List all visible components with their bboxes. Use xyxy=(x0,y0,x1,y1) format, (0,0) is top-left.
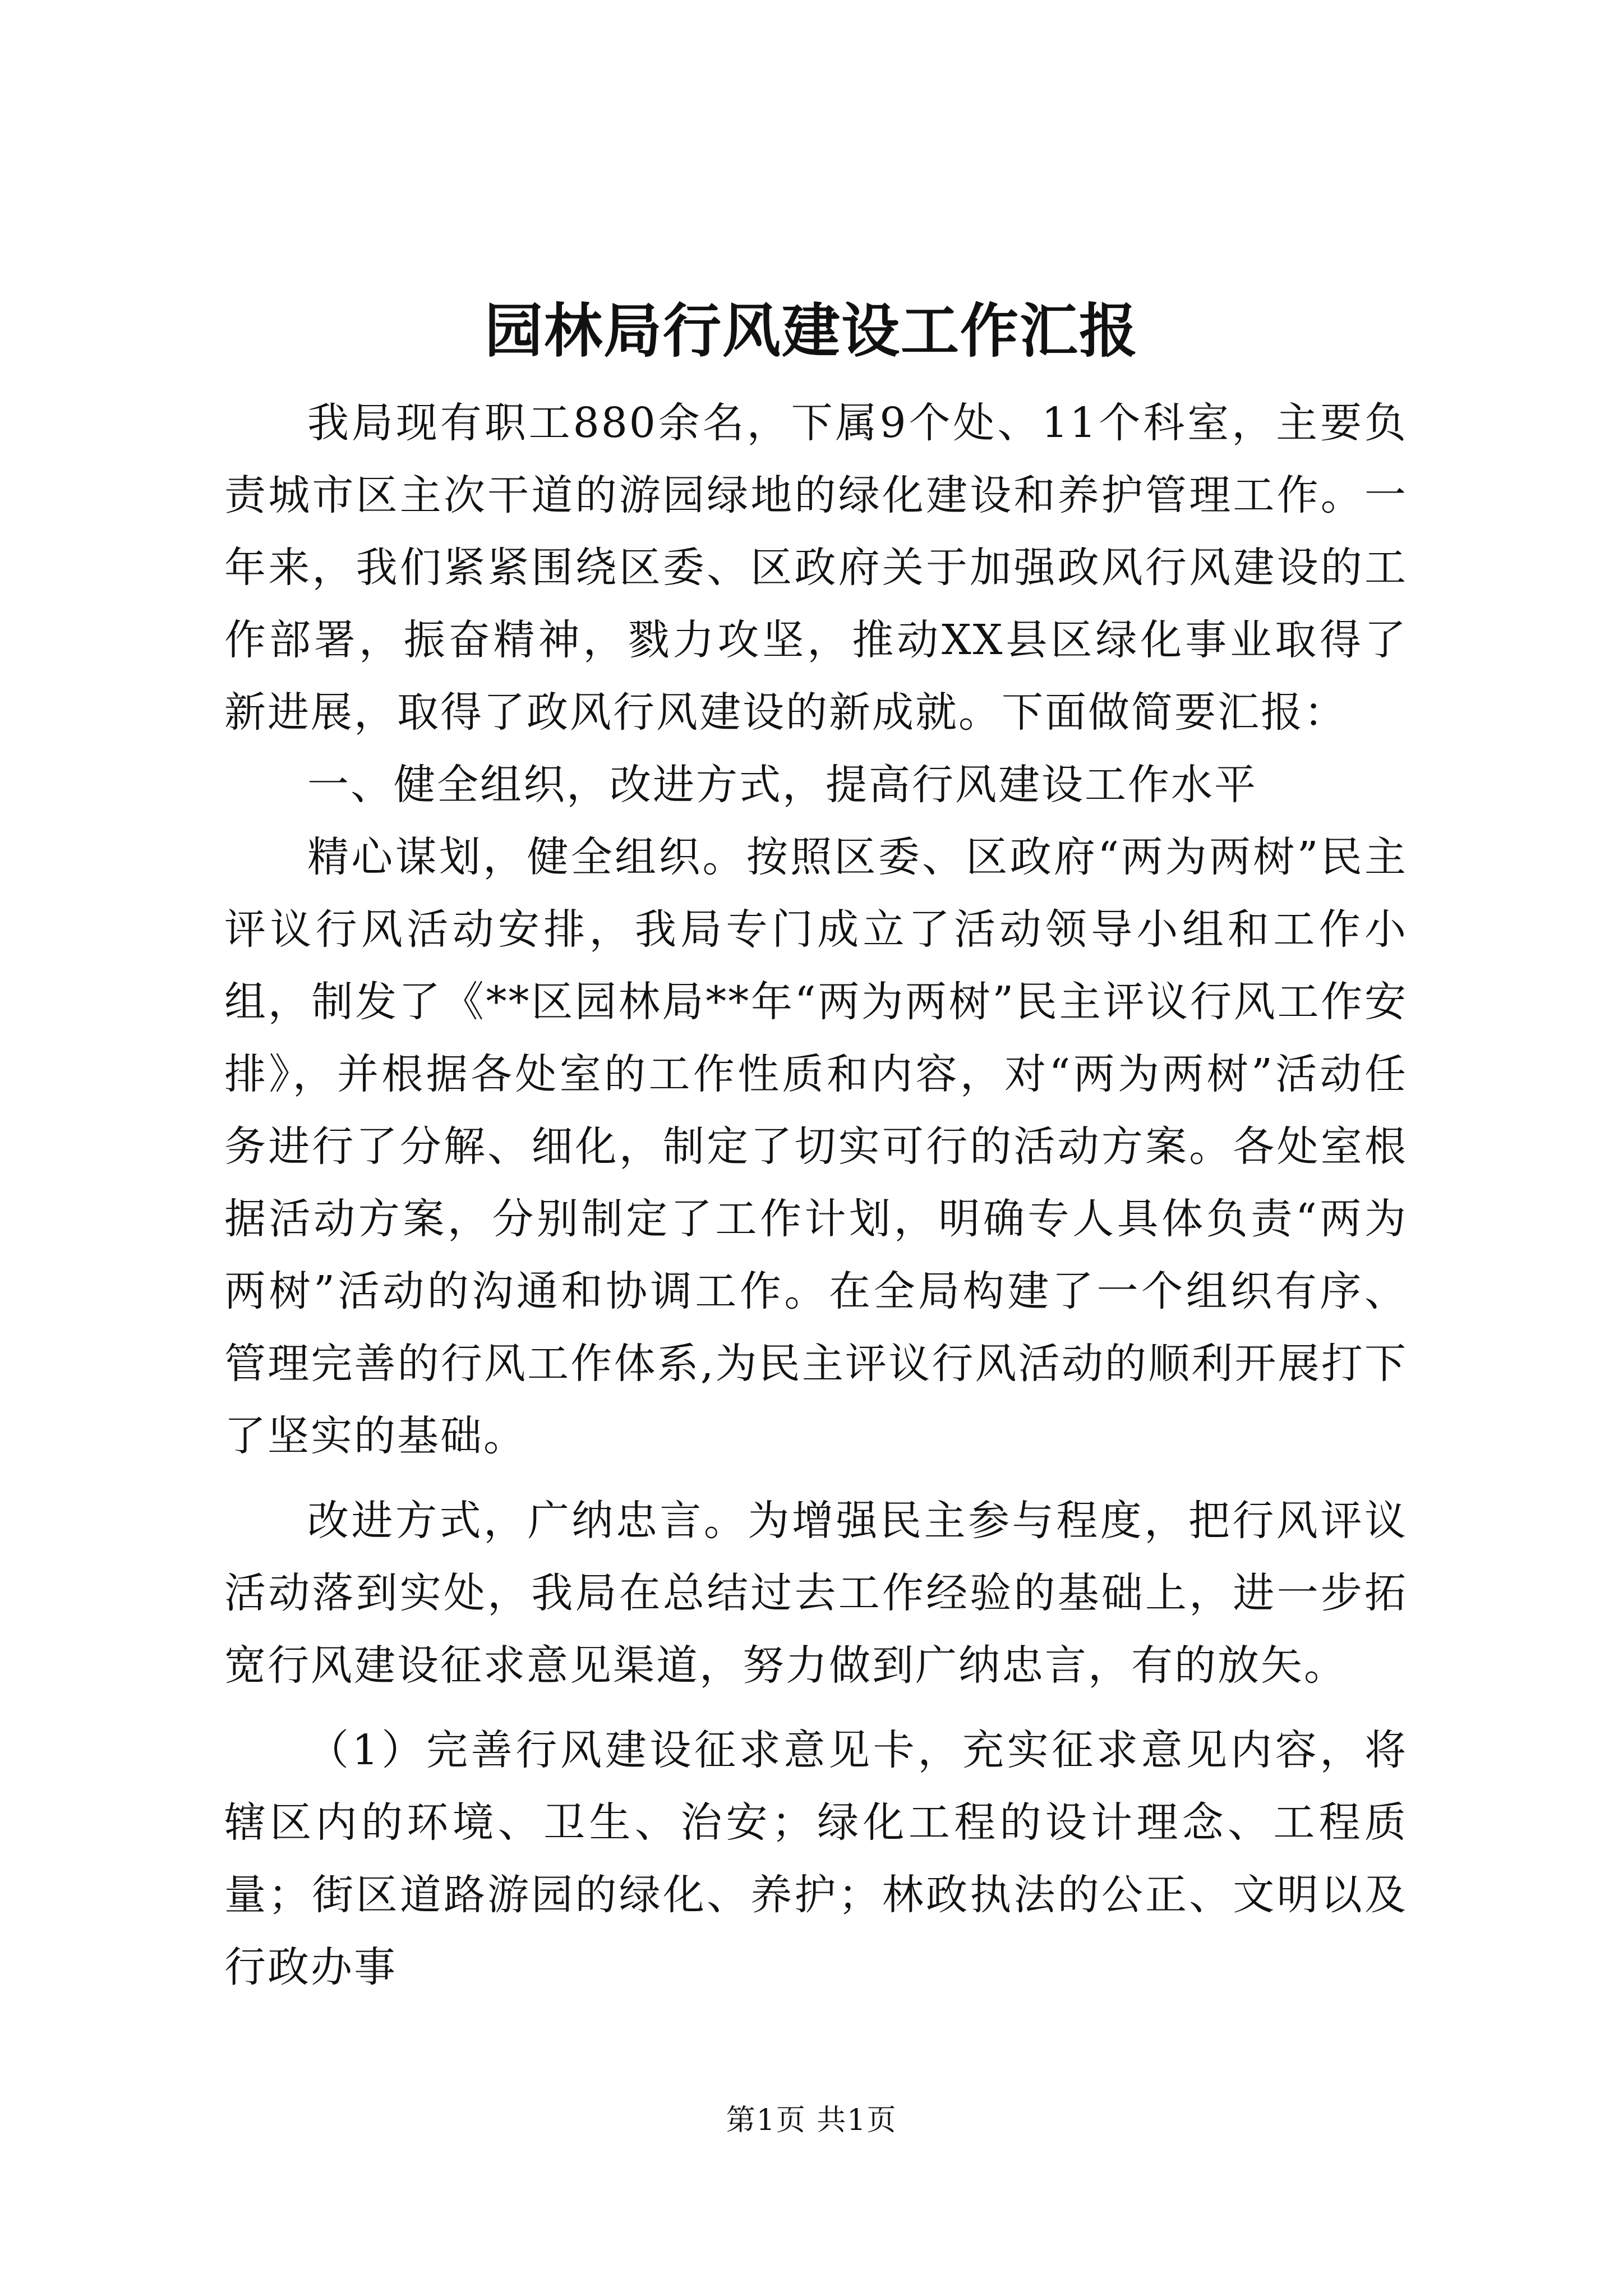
document-title: 园林局行风建设工作汇报 xyxy=(484,296,1138,365)
paragraph-organization: 精心谋划，健全组织。按照区委、区政府“两为两树”民主评议行风活动安排，我局专门成立了活动领导小组和工作小组，制发了《**区园林局**年“两为两树”民主评议行风工作安排》，并根据各处室的工作性质和内容，对“两为两树”活动任务进行了分解、细化，制定了切实可行的活动方案。各处室根据活动方案，分别制定了工作计划，明确专人具体负责“两为两树”活动的沟通和协调工作。在全局构建了一个组织有序、管理完善的行风工作体系,为民主评议行风活动的顺利开展打下了坚实的基础。 xyxy=(224,833,1408,1460)
paragraph-intro: 我局现有职工880余名，下属9个处、11个科室，主要负责城市区主次干道的游园绿地的绿化建设和养护管理工作。一年来，我们紧紧围绕区委、区政府关于加强政风行风建设的工作部署，振奋精神，戮力攻坚，推动XX县区绿化事业取得了新进展，取得了政风行风建设的新成就。下面做简要汇报： xyxy=(224,399,1408,737)
section-heading-1: 一、健全组织，改进方式，提高行风建设工作水平 xyxy=(307,761,1257,809)
paragraph-methods: 改进方式，广纳忠言。为增强民主参与程度，把行风评议活动落到实处，我局在总结过去工作经验的基础上，进一步拓宽行风建设征求意见渠道，努力做到广纳忠言，有的放矢。 xyxy=(224,1497,1408,1690)
page-footer: 第1页 共1页 xyxy=(726,2104,897,2137)
paragraph-item-1: （1）完善行风建设征求意见卡，充实征求意见内容，将辖区内的环境、卫生、治安；绿化工程的设计理念、工程质量；街区道路游园的绿化、养护；林政执法的公正、文明以及行政办事 xyxy=(224,1726,1408,1991)
document-body xyxy=(224,387,1408,2004)
